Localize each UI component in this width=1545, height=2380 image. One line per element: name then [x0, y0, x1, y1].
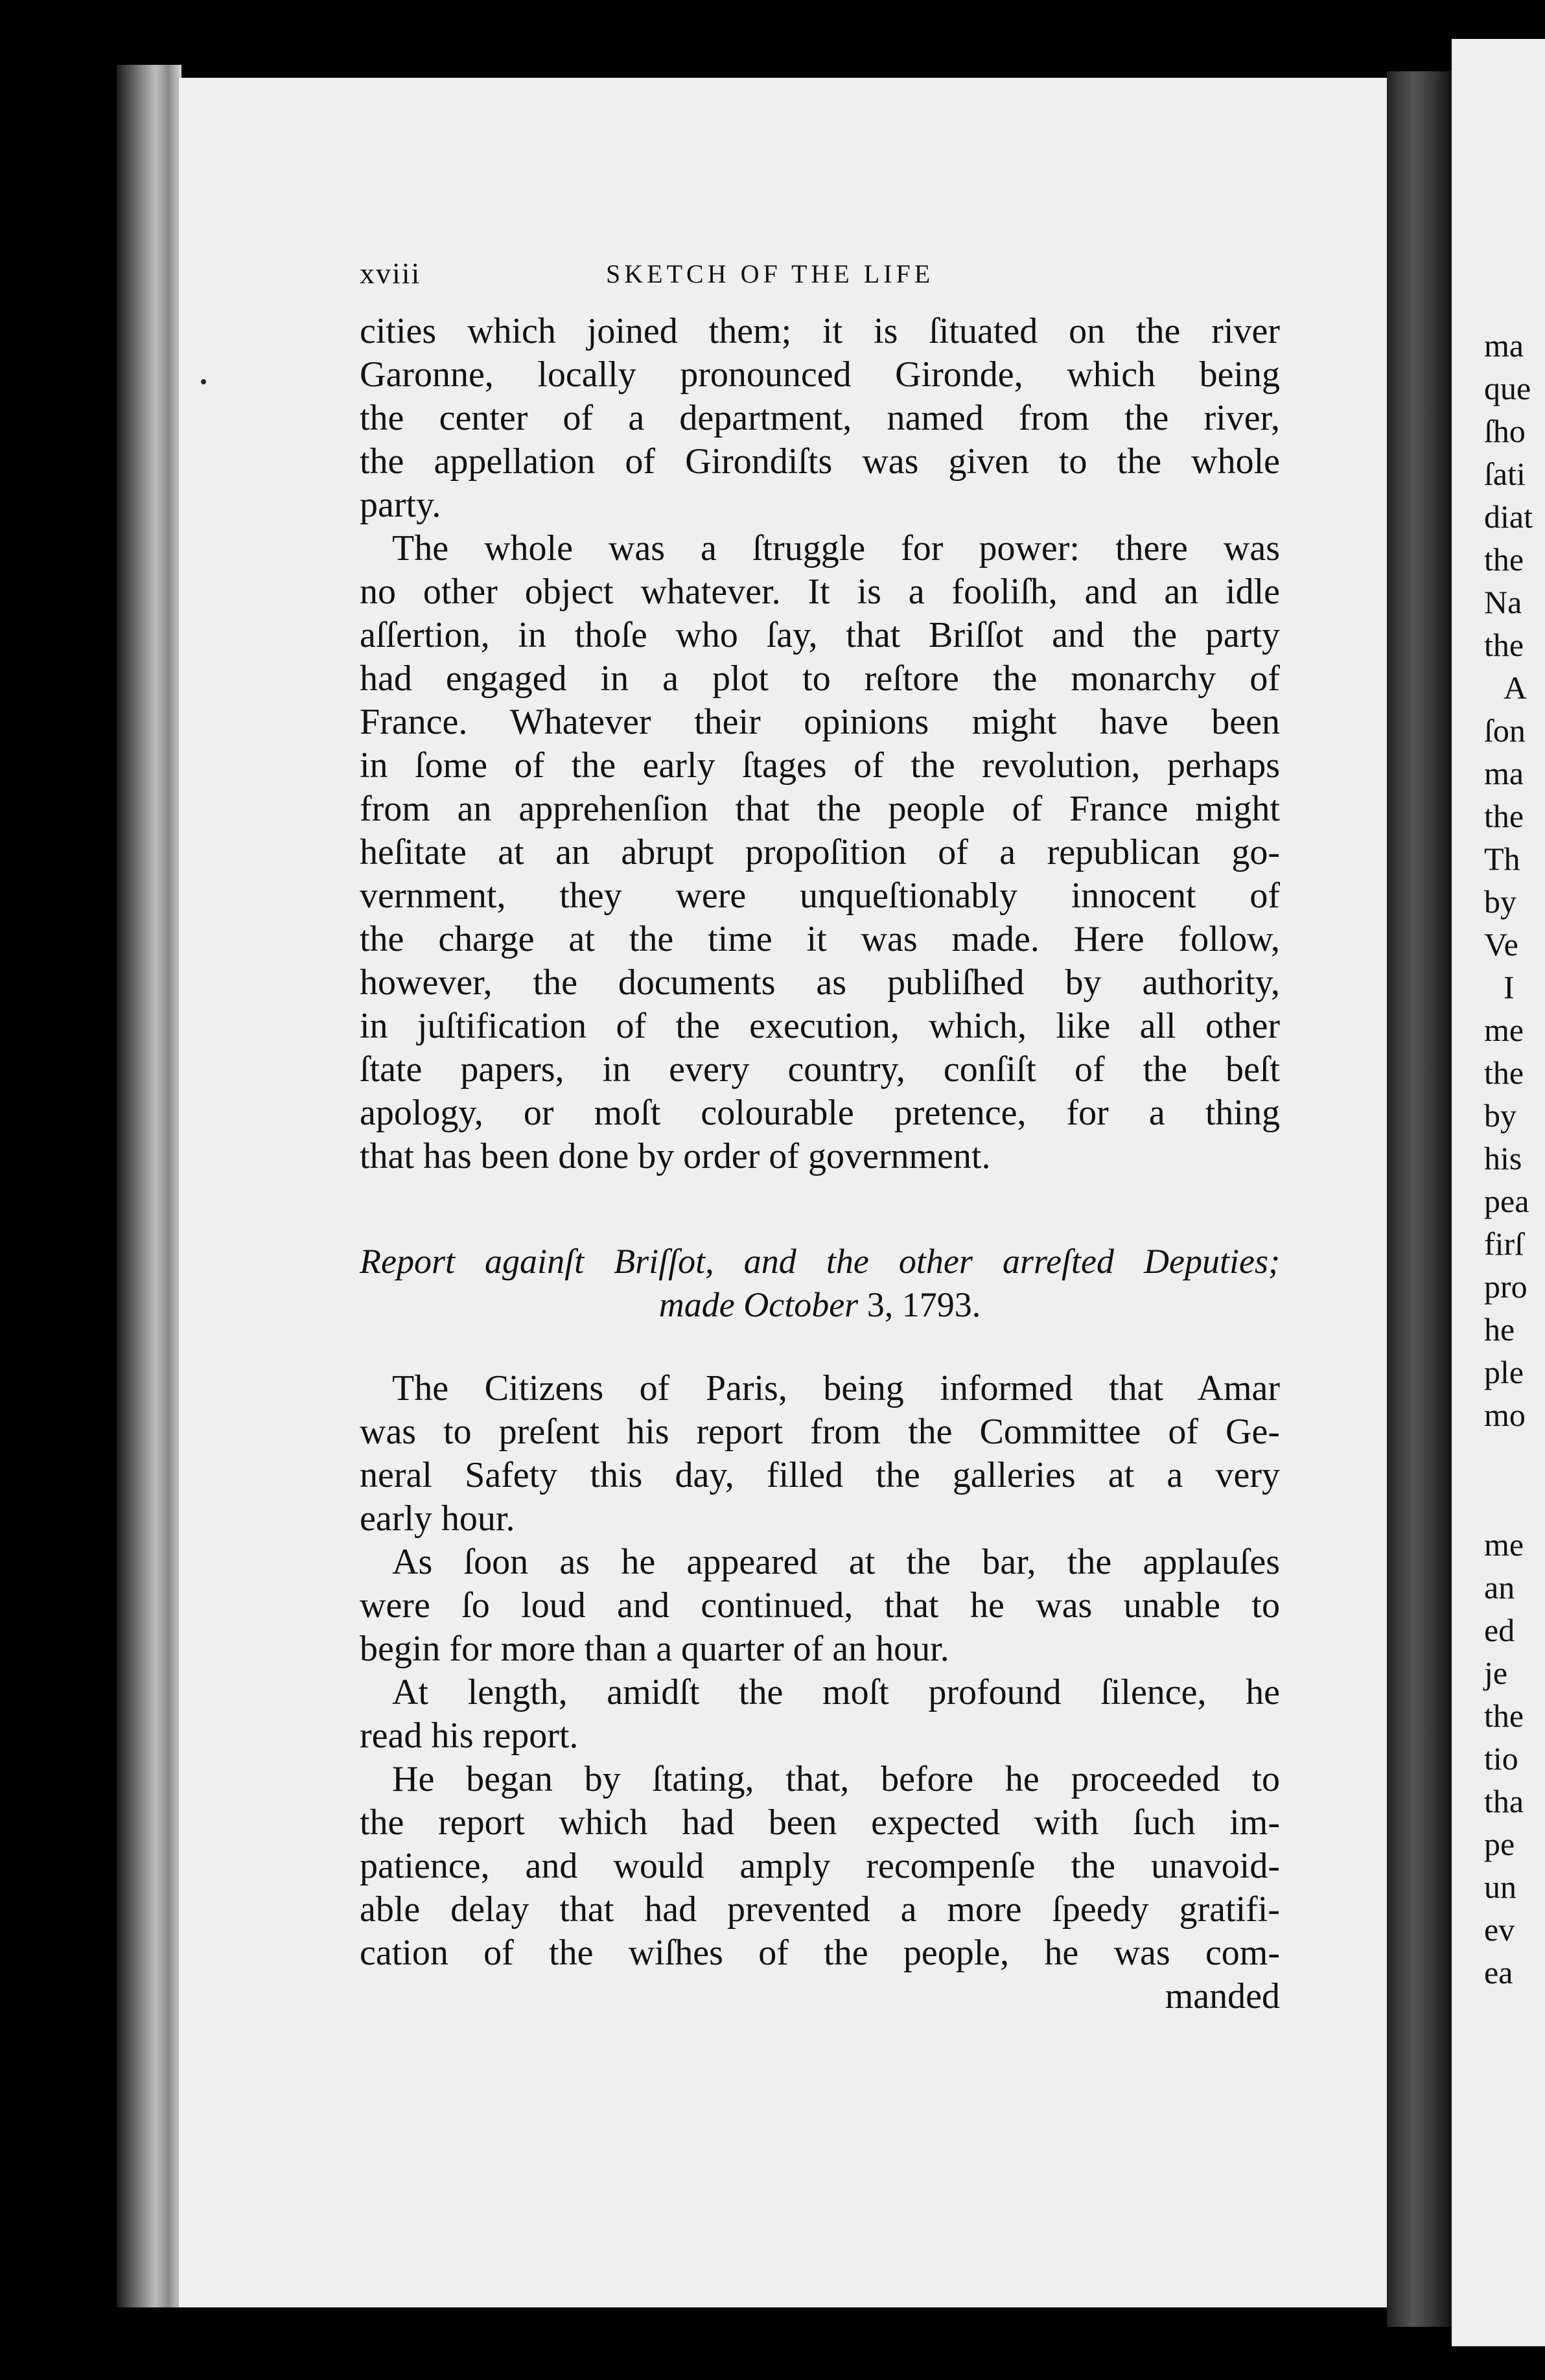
text-line: neral Safety this day, filled the galleries at a very: [360, 1455, 1280, 1495]
text-line: He began by ſtating, that, before he proceeded to: [392, 1759, 1280, 1799]
scan-background: [0, 0, 117, 2380]
text-line: ſtate papers, in every country, conſiſt of the beſt: [360, 1049, 1280, 1090]
paragraph: [360, 1671, 1280, 1758]
heading-line: [360, 1283, 1280, 1327]
facing-line: the: [1484, 541, 1524, 578]
text-line: aſſertion, in thoſe who ſay, that Briſſot and the party: [360, 615, 1280, 655]
facing-line: the: [1484, 1698, 1524, 1734]
facing-line: ed: [1484, 1612, 1515, 1648]
facing-line: the: [1484, 1055, 1524, 1091]
catchword: manded: [1165, 1976, 1280, 2016]
facing-line: the: [1484, 627, 1524, 663]
facing-line: me: [1484, 1526, 1524, 1563]
facing-line: by: [1484, 1097, 1516, 1134]
text-line: the report which had been expected with ſuch im-: [360, 1802, 1280, 1843]
text-line: had engaged in a plot to reſtore the monarchy of: [360, 659, 1280, 699]
text-line: no other object whatever. It is a fooliſh, and an idle: [360, 572, 1280, 612]
spacer: [360, 1178, 1280, 1240]
facing-line: A: [1504, 670, 1528, 706]
facing-line: ſati: [1484, 456, 1526, 492]
text-line: heſitate at an abrupt propoſition of a republican go-: [360, 832, 1280, 872]
heading-line: Report againſt Briſſot, and the other arreſted Deputies;: [360, 1242, 1280, 1281]
text-line: the center of a department, named from the river,: [360, 398, 1280, 438]
book-gutter: [1387, 71, 1452, 2327]
facing-line: ſon: [1484, 712, 1526, 749]
heading-date-prefix: made October: [658, 1285, 859, 1324]
text-line: cities which joined them; it is ſituated on the river: [360, 311, 1280, 351]
text-line: in ſome of the early ſtages of the revolution, perhaps: [360, 745, 1280, 786]
text-line: read his report.: [360, 1716, 579, 1756]
report-heading: [360, 1240, 1280, 1327]
book-edge-left: [117, 65, 181, 2307]
running-head: [360, 256, 1280, 301]
text-line: patience, and would amply recompenſe the unavoid-: [360, 1846, 1280, 1886]
text-line: Garonne, locally pronounced Gironde, which being: [360, 355, 1280, 395]
text-line: that has been done by order of government.: [360, 1136, 991, 1176]
text-line: apology, or moſt colourable pretence, for a thing: [360, 1093, 1280, 1133]
facing-line: I: [1504, 969, 1515, 1005]
facing-line: que: [1484, 370, 1531, 406]
page-blemish: [201, 379, 206, 384]
text-line: able delay that had prevented a more ſpeedy gratifi-: [360, 1889, 1280, 1930]
facing-line: tha: [1484, 1783, 1524, 1819]
text-line: early hour.: [360, 1499, 515, 1539]
facing-line: his: [1484, 1140, 1522, 1176]
text-line: the charge at the time it was made. Here follow,: [360, 919, 1280, 959]
facing-page: [1452, 39, 1545, 2346]
facing-line: Th: [1484, 841, 1520, 877]
text-line: The Citizens of Paris, being informed that Amar: [392, 1368, 1280, 1408]
text-line: was to preſent his report from the Committee of Ge-: [360, 1412, 1280, 1452]
facing-line: ſho: [1484, 413, 1526, 449]
facing-line: firſ: [1484, 1226, 1524, 1262]
heading-date: 3, 1793.: [866, 1285, 981, 1324]
page-body: [360, 310, 1280, 2018]
facing-line: the: [1484, 798, 1524, 834]
running-title: SKETCH OF THE LIFE: [606, 259, 935, 288]
facing-line: pro: [1484, 1268, 1528, 1305]
facing-line: ma: [1484, 755, 1524, 791]
text-line: At length, amidſt the moſt profound ſilence, he: [392, 1672, 1280, 1712]
paragraph: [360, 1367, 1280, 1541]
text-line: however, the documents as publiſhed by authority,: [360, 962, 1280, 1003]
text-line: The whole was a ſtruggle for power: there was: [392, 528, 1280, 568]
facing-line: pe: [1484, 1826, 1515, 1862]
text-line: party.: [360, 485, 441, 525]
paragraph: [360, 1758, 1280, 1975]
paragraph: [360, 310, 1280, 527]
facing-line: he: [1484, 1311, 1515, 1348]
facing-line: un: [1484, 1869, 1516, 1905]
facing-line: by: [1484, 883, 1516, 920]
facing-line: tio: [1484, 1740, 1518, 1777]
facing-line: ple: [1484, 1354, 1524, 1390]
text-line: cation of the wiſhes of the people, he was com-: [360, 1933, 1280, 1973]
facing-line: Na: [1484, 584, 1522, 620]
text-line: the appellation of Girondiſts was given to the whole: [360, 441, 1280, 482]
facing-line: Ve: [1484, 926, 1518, 962]
facing-line: ma: [1484, 327, 1524, 364]
text-line: were ſo loud and continued, that he was unable to: [360, 1585, 1280, 1626]
text-line: in juſtification of the execution, which, like all other: [360, 1006, 1280, 1046]
facing-line: diat: [1484, 498, 1533, 535]
text-line: As ſoon as he appeared at the bar, the applauſes: [392, 1542, 1280, 1582]
text-line: France. Whatever their opinions might have been: [360, 702, 1280, 742]
facing-line: mo: [1484, 1397, 1526, 1433]
text-line: vernment, they were unqueſtionably innocent of: [360, 876, 1280, 916]
paragraph: [360, 1541, 1280, 1671]
text-line: from an apprehenſion that the people of France might: [360, 789, 1280, 829]
paragraph: [360, 527, 1280, 1178]
facing-line: an: [1484, 1569, 1515, 1605]
text-line: begin for more than a quarter of an hour.: [360, 1629, 949, 1669]
spacer: [360, 1327, 1280, 1367]
page-number: xviii: [360, 257, 421, 290]
facing-line: ea: [1484, 1954, 1513, 1990]
facing-line: je: [1484, 1655, 1508, 1691]
facing-line: ev: [1484, 1911, 1515, 1948]
facing-line: me: [1484, 1012, 1524, 1048]
facing-line: pea: [1484, 1183, 1529, 1219]
